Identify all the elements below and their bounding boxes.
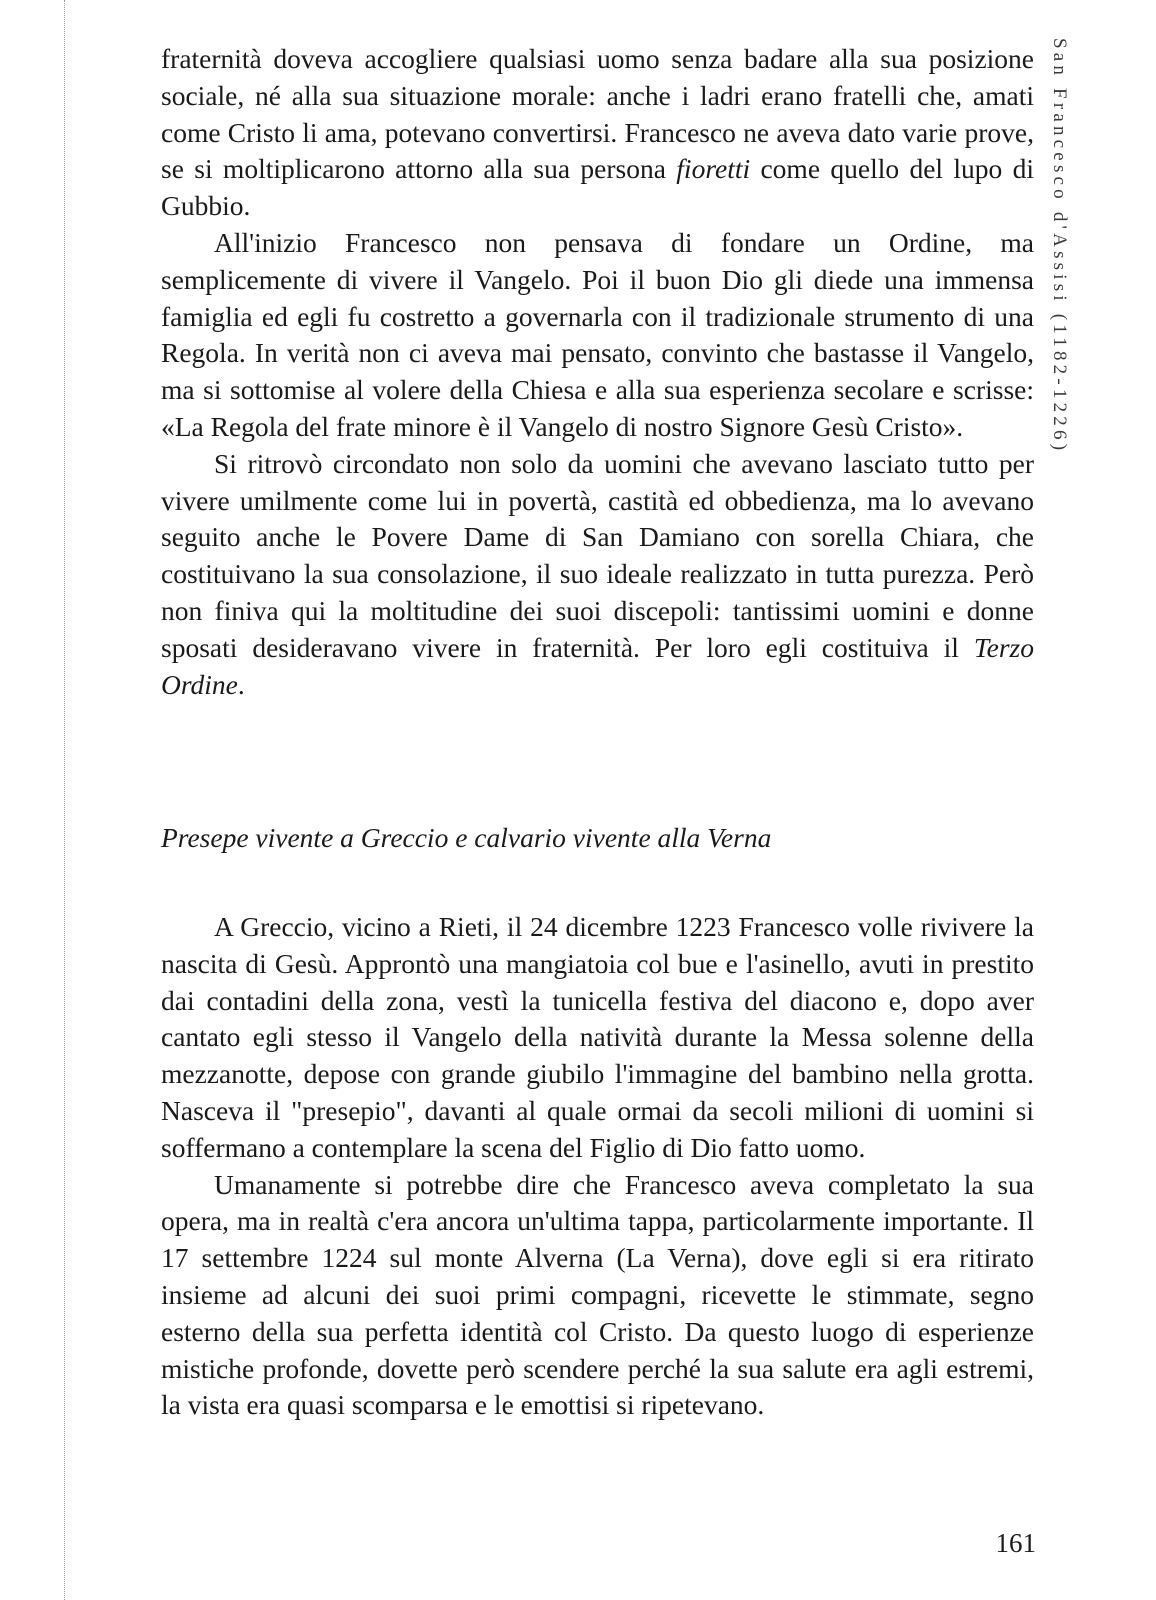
emphasis: Terzo Ordine xyxy=(161,631,1034,700)
paragraph: All'inizio Francesco non pensava di fondare un Ordine, ma semplicemente di vivere il Vangelo. Poi il buon Dio gli diede una immensa famiglia ed egli fu costretto a governarla con il tradizionale strumento di una Regola. In verità non ci aveva mai pensato, convinto che bastasse il Vangelo, ma si sottomise al volere della Chiesa e alla sua esperienza secolare e scrisse: «La Regola del frate minore è il Vangelo di nostro Signore Gesù Cristo». xyxy=(161,226,1034,442)
emphasis: fioretti xyxy=(676,153,751,185)
body-text-top xyxy=(161,41,1034,703)
paragraph: Si ritrovò circondato non solo da uomini che avevano lasciato tutto per vivere umilmente come lui in povertà, castità ed obbedienza, ma lo avevano seguito anche le Povere Dame di San Damiano con sorella Chiara, che costituivano la sua consolazione, il suo ideale realizzato in tutta purezza. Però non finiva qui la moltitudine dei suoi discepoli: tantissimi uomini e donne sposati desideravano vivere in fraternità. Per loro egli costituiva il Terzo Ordine. xyxy=(161,447,1034,700)
page-number: 161 xyxy=(995,1528,1036,1558)
body-text-bottom xyxy=(161,909,1034,1424)
section-heading: Presepe vivente a Greccio e calvario vivente alla Verna xyxy=(161,822,772,853)
paragraph: A Greccio, vicino a Rieti, il 24 dicembre 1223 Francesco volle rivivere la nascita di Gesù. Approntò una mangiatoia col bue e l'asinello, avuti in prestito dai contadini della zona, vestì la tunicella festiva del diacono e, dopo aver cantato egli stesso il Vangelo della natività durante la Messa solenne della mezzanotte, depose con grande giubilo l'immagine del bambino nella grotta. Nasceva il "presepio", davanti al quale ormai da secoli milioni di uomini si soffermano a contemplare la scena del Figlio di Dio fatto uomo. xyxy=(161,911,1034,1163)
paragraph: Umanamente si potrebbe dire che Francesco aveva completato la sua opera, ma in realtà c'era ancora un'ultima tappa, particolarmente importante. Il 17 settembre 1224 sul monte Alverna (La Verna), dove egli si era ritirato insieme ad alcuni dei suoi primi compagni, ricevette le stimmate, segno esterno della sua perfetta identità col Cristo. Da questo luogo di esperienze mistiche profonde, dovette però scendere perché la sua salute era agli estremi, la vista era quasi scomparsa e le emottisi si ripetevano. xyxy=(161,1168,1034,1421)
page-gutter-edge xyxy=(64,0,65,1600)
paragraph: fraternità doveva accogliere qualsiasi uomo senza badare alla sua posizione sociale, né alla sua situazione morale: anche i ladri erano fratelli che, amati come Cristo li ama, potevano convertirsi. Francesco ne aveva dato varie prove, se si moltiplicarono attorno alla sua persona fioretti come quello del lupo di Gubbio. xyxy=(161,43,1034,222)
running-head: San Francesco d'Assisi (1182-1226) xyxy=(1049,38,1070,455)
